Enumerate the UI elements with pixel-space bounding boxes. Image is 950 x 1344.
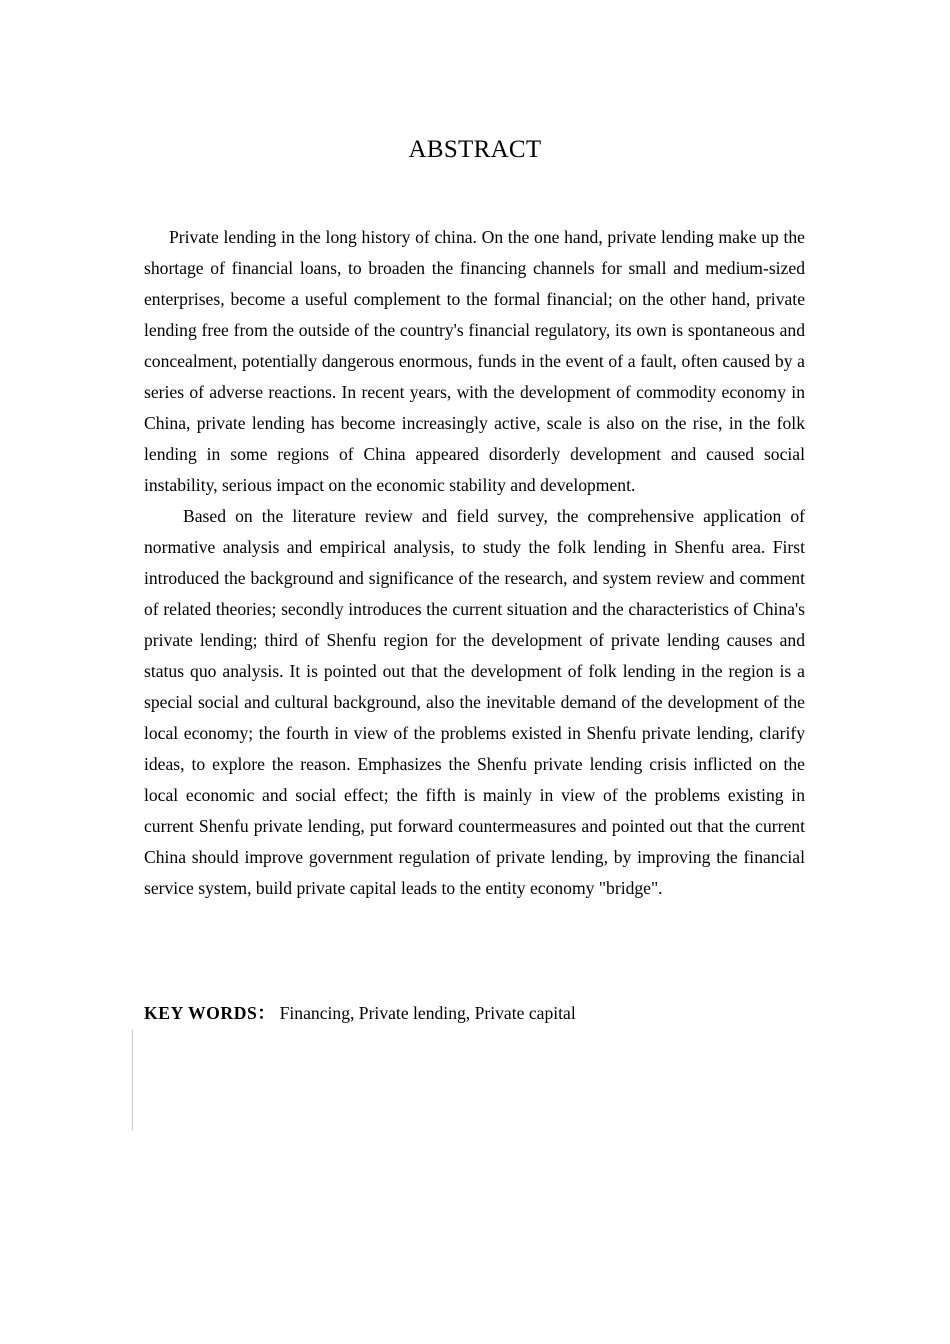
keywords-line xyxy=(144,998,805,1029)
abstract-body xyxy=(144,222,805,904)
abstract-paragraph-2: Based on the literature review and field survey, the comprehensive application of normative analysis and empirical analysis, to study the folk lending in Shenfu area. First introduced the background and significance of the research, and system review and comment of related theories; secondly introduces the current situation and the characteristics of China's private lending; third of Shenfu region for the development of private lending causes and status quo analysis. It is pointed out that the development of folk lending in the region is a special social and cultural background, also the inevitable demand of the development of the local economy; the fourth in view of the problems existed in Shenfu private lending, clarify ideas, to explore the reason. Emphasizes the Shenfu private lending crisis inflicted on the local economic and social effect; the fifth is mainly in view of the problems existing in current Shenfu private lending, put forward countermeasures and pointed out that the current China should improve government regulation of private lending, by improving the financial service system, build private capital leads to the entity economy "bridge". xyxy=(144,506,805,898)
keywords-value: Financing, Private lending, Private capital xyxy=(279,1003,576,1023)
margin-divider xyxy=(132,1030,133,1130)
keywords-label: KEY WORDS： xyxy=(144,1003,276,1023)
abstract-paragraph-1: Private lending in the long history of china. On the one hand, private lending make up the shortage of financial loans, to broaden the financing channels for small and medium-sized enterprises, become a useful complement to the formal financial; on the other hand, private lending free from the outside of the country's financial regulatory, its own is spontaneous and concealment, potentially dangerous enormous, funds in the event of a fault, often caused by a series of adverse reactions. In recent years, with the development of commodity economy in China, private lending has become increasingly active, scale is also on the rise, in the folk lending in some regions of China appeared disorderly development and caused social instability, serious impact on the economic stability and development. xyxy=(144,227,805,495)
abstract-title: ABSTRACT xyxy=(408,136,542,163)
